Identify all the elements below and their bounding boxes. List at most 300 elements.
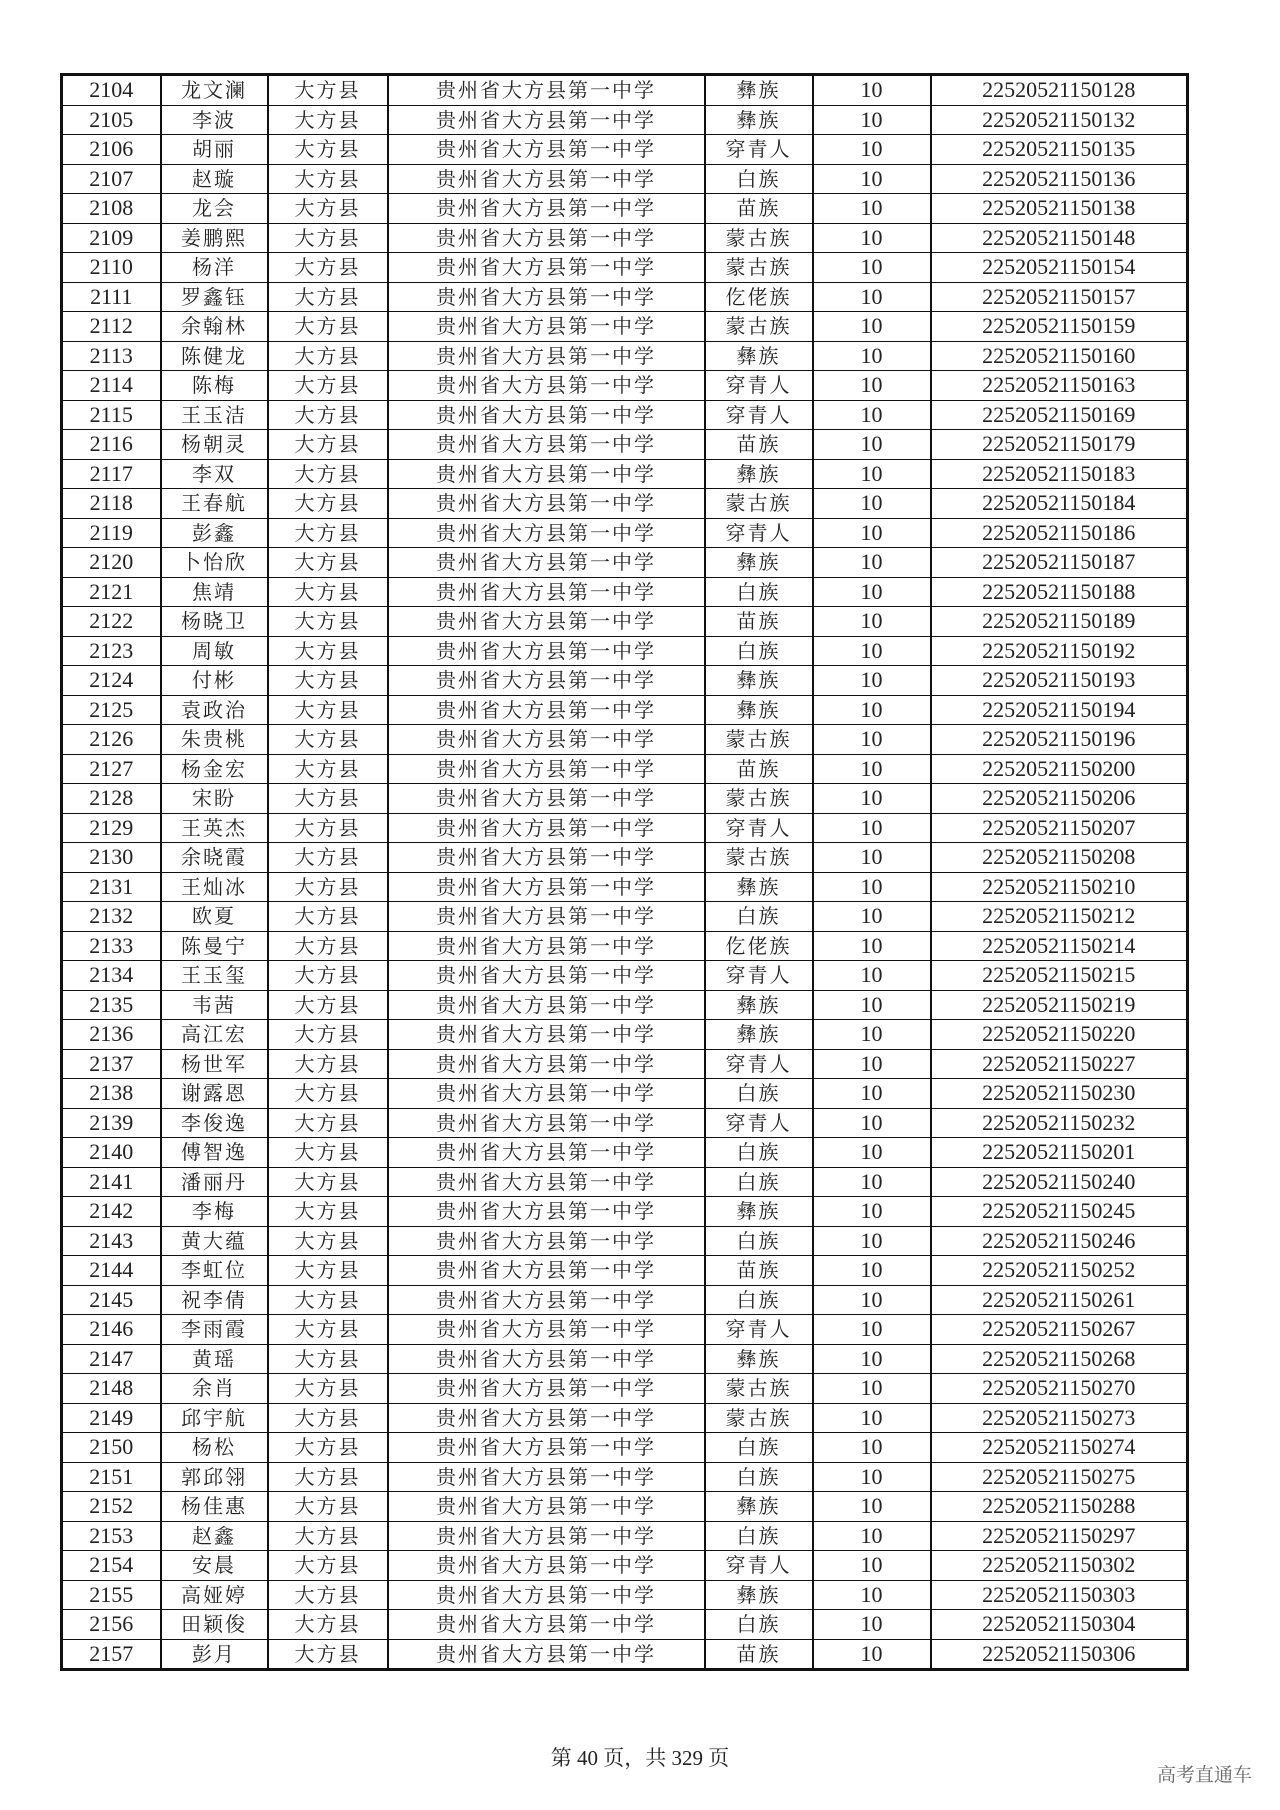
student-id-cell: 22520521150135 xyxy=(931,135,1188,165)
table-row xyxy=(62,961,1188,991)
ethnicity-cell: 白族 xyxy=(705,1433,813,1463)
school-cell: 贵州省大方县第一中学 xyxy=(388,282,705,312)
county-cell: 大方县 xyxy=(268,1462,388,1492)
grade-cell: 10 xyxy=(813,754,931,784)
grade-cell: 10 xyxy=(813,1580,931,1610)
grade-cell: 10 xyxy=(813,135,931,165)
table-row xyxy=(62,872,1188,902)
watermark: 高考直通车 xyxy=(1156,1764,1252,1786)
grade-cell: 10 xyxy=(813,1049,931,1079)
student-name-cell: 朱贵桃 xyxy=(161,725,268,755)
ethnicity-cell: 彝族 xyxy=(705,1492,813,1522)
student-id-cell: 22520521150189 xyxy=(931,607,1188,637)
student-name-cell: 赵鑫 xyxy=(161,1521,268,1551)
school-cell: 贵州省大方县第一中学 xyxy=(388,1403,705,1433)
student-id-cell: 22520521150274 xyxy=(931,1433,1188,1463)
table-row xyxy=(62,636,1188,666)
ethnicity-cell: 彝族 xyxy=(705,1020,813,1050)
student-name-cell: 李雨霞 xyxy=(161,1315,268,1345)
grade-cell: 10 xyxy=(813,400,931,430)
row-number-cell: 2152 xyxy=(62,1492,161,1522)
row-number-cell: 2153 xyxy=(62,1521,161,1551)
student-id-cell: 22520521150194 xyxy=(931,695,1188,725)
ethnicity-cell: 彝族 xyxy=(705,75,813,106)
student-id-cell: 22520521150157 xyxy=(931,282,1188,312)
student-id-cell: 22520521150138 xyxy=(931,194,1188,224)
student-id-cell: 22520521150267 xyxy=(931,1315,1188,1345)
ethnicity-cell: 穿青人 xyxy=(705,813,813,843)
student-name-cell: 陈曼宁 xyxy=(161,931,268,961)
table-row xyxy=(62,695,1188,725)
ethnicity-cell: 仡佬族 xyxy=(705,931,813,961)
student-name-cell: 王玉洁 xyxy=(161,400,268,430)
ethnicity-cell: 蒙古族 xyxy=(705,223,813,253)
table-row xyxy=(62,1374,1188,1404)
table-row xyxy=(62,548,1188,578)
row-number-cell: 2127 xyxy=(62,754,161,784)
student-id-cell: 22520521150261 xyxy=(931,1285,1188,1315)
student-name-cell: 袁政治 xyxy=(161,695,268,725)
row-number-cell: 2125 xyxy=(62,695,161,725)
ethnicity-cell: 蒙古族 xyxy=(705,784,813,814)
student-name-cell: 余翰林 xyxy=(161,312,268,342)
student-name-cell: 欧夏 xyxy=(161,902,268,932)
ethnicity-cell: 苗族 xyxy=(705,430,813,460)
student-name-cell: 韦茜 xyxy=(161,990,268,1020)
ethnicity-cell: 彝族 xyxy=(705,1580,813,1610)
grade-cell: 10 xyxy=(813,1344,931,1374)
grade-cell: 10 xyxy=(813,961,931,991)
grade-cell: 10 xyxy=(813,312,931,342)
table-row xyxy=(62,282,1188,312)
county-cell: 大方县 xyxy=(268,135,388,165)
county-cell: 大方县 xyxy=(268,607,388,637)
school-cell: 贵州省大方县第一中学 xyxy=(388,754,705,784)
school-cell: 贵州省大方县第一中学 xyxy=(388,1610,705,1640)
school-cell: 贵州省大方县第一中学 xyxy=(388,1462,705,1492)
county-cell: 大方县 xyxy=(268,1315,388,1345)
student-list-table xyxy=(60,73,1189,1671)
grade-cell: 10 xyxy=(813,1256,931,1286)
ethnicity-cell: 白族 xyxy=(705,1167,813,1197)
county-cell: 大方县 xyxy=(268,872,388,902)
school-cell: 贵州省大方县第一中学 xyxy=(388,577,705,607)
table-row xyxy=(62,371,1188,401)
grade-cell: 10 xyxy=(813,1285,931,1315)
ethnicity-cell: 仡佬族 xyxy=(705,282,813,312)
grade-cell: 10 xyxy=(813,1492,931,1522)
row-number-cell: 2110 xyxy=(62,253,161,283)
row-number-cell: 2154 xyxy=(62,1551,161,1581)
table-row xyxy=(62,1108,1188,1138)
student-name-cell: 邱宇航 xyxy=(161,1403,268,1433)
county-cell: 大方县 xyxy=(268,1551,388,1581)
grade-cell: 10 xyxy=(813,253,931,283)
ethnicity-cell: 苗族 xyxy=(705,607,813,637)
student-name-cell: 黄大蕴 xyxy=(161,1226,268,1256)
student-id-cell: 22520521150136 xyxy=(931,164,1188,194)
school-cell: 贵州省大方县第一中学 xyxy=(388,725,705,755)
row-number-cell: 2107 xyxy=(62,164,161,194)
student-name-cell: 高江宏 xyxy=(161,1020,268,1050)
row-number-cell: 2119 xyxy=(62,518,161,548)
ethnicity-cell: 白族 xyxy=(705,636,813,666)
table-row xyxy=(62,164,1188,194)
county-cell: 大方县 xyxy=(268,1344,388,1374)
ethnicity-cell: 穿青人 xyxy=(705,1315,813,1345)
row-number-cell: 2113 xyxy=(62,341,161,371)
grade-cell: 10 xyxy=(813,1315,931,1345)
ethnicity-cell: 白族 xyxy=(705,1285,813,1315)
student-name-cell: 李虹位 xyxy=(161,1256,268,1286)
table-row xyxy=(62,1433,1188,1463)
county-cell: 大方县 xyxy=(268,695,388,725)
student-name-cell: 杨松 xyxy=(161,1433,268,1463)
school-cell: 贵州省大方县第一中学 xyxy=(388,430,705,460)
student-name-cell: 谢露恩 xyxy=(161,1079,268,1109)
school-cell: 贵州省大方县第一中学 xyxy=(388,843,705,873)
ethnicity-cell: 蒙古族 xyxy=(705,489,813,519)
table-row xyxy=(62,577,1188,607)
county-cell: 大方县 xyxy=(268,577,388,607)
row-number-cell: 2116 xyxy=(62,430,161,460)
table-row xyxy=(62,1521,1188,1551)
row-number-cell: 2112 xyxy=(62,312,161,342)
row-number-cell: 2108 xyxy=(62,194,161,224)
student-name-cell: 傅智逸 xyxy=(161,1138,268,1168)
county-cell: 大方县 xyxy=(268,1580,388,1610)
student-id-cell: 22520521150246 xyxy=(931,1226,1188,1256)
grade-cell: 10 xyxy=(813,813,931,843)
student-name-cell: 高娅婷 xyxy=(161,1580,268,1610)
table-row xyxy=(62,1197,1188,1227)
grade-cell: 10 xyxy=(813,902,931,932)
grade-cell: 10 xyxy=(813,843,931,873)
row-number-cell: 2121 xyxy=(62,577,161,607)
student-name-cell: 潘丽丹 xyxy=(161,1167,268,1197)
ethnicity-cell: 白族 xyxy=(705,902,813,932)
table-row xyxy=(62,400,1188,430)
school-cell: 贵州省大方县第一中学 xyxy=(388,607,705,637)
grade-cell: 10 xyxy=(813,371,931,401)
grade-cell: 10 xyxy=(813,430,931,460)
row-number-cell: 2118 xyxy=(62,489,161,519)
ethnicity-cell: 穿青人 xyxy=(705,135,813,165)
county-cell: 大方县 xyxy=(268,1610,388,1640)
school-cell: 贵州省大方县第一中学 xyxy=(388,1315,705,1345)
school-cell: 贵州省大方县第一中学 xyxy=(388,990,705,1020)
student-id-cell: 22520521150230 xyxy=(931,1079,1188,1109)
grade-cell: 10 xyxy=(813,194,931,224)
student-id-cell: 22520521150196 xyxy=(931,725,1188,755)
student-id-cell: 22520521150302 xyxy=(931,1551,1188,1581)
student-id-cell: 22520521150212 xyxy=(931,902,1188,932)
row-number-cell: 2156 xyxy=(62,1610,161,1640)
ethnicity-cell: 彝族 xyxy=(705,1197,813,1227)
grade-cell: 10 xyxy=(813,1403,931,1433)
table-row xyxy=(62,1492,1188,1522)
ethnicity-cell: 彝族 xyxy=(705,459,813,489)
school-cell: 贵州省大方县第一中学 xyxy=(388,1580,705,1610)
row-number-cell: 2115 xyxy=(62,400,161,430)
student-id-cell: 22520521150303 xyxy=(931,1580,1188,1610)
student-id-cell: 22520521150187 xyxy=(931,548,1188,578)
school-cell: 贵州省大方县第一中学 xyxy=(388,1138,705,1168)
row-number-cell: 2146 xyxy=(62,1315,161,1345)
school-cell: 贵州省大方县第一中学 xyxy=(388,194,705,224)
row-number-cell: 2151 xyxy=(62,1462,161,1492)
ethnicity-cell: 白族 xyxy=(705,1610,813,1640)
row-number-cell: 2136 xyxy=(62,1020,161,1050)
student-id-cell: 22520521150210 xyxy=(931,872,1188,902)
row-number-cell: 2117 xyxy=(62,459,161,489)
school-cell: 贵州省大方县第一中学 xyxy=(388,1108,705,1138)
row-number-cell: 2128 xyxy=(62,784,161,814)
school-cell: 贵州省大方县第一中学 xyxy=(388,961,705,991)
row-number-cell: 2137 xyxy=(62,1049,161,1079)
ethnicity-cell: 苗族 xyxy=(705,1639,813,1670)
county-cell: 大方县 xyxy=(268,843,388,873)
student-id-cell: 22520521150159 xyxy=(931,312,1188,342)
table-row xyxy=(62,784,1188,814)
ethnicity-cell: 白族 xyxy=(705,1079,813,1109)
student-id-cell: 22520521150288 xyxy=(931,1492,1188,1522)
school-cell: 贵州省大方县第一中学 xyxy=(388,518,705,548)
school-cell: 贵州省大方县第一中学 xyxy=(388,1285,705,1315)
row-number-cell: 2144 xyxy=(62,1256,161,1286)
grade-cell: 10 xyxy=(813,1639,931,1670)
county-cell: 大方县 xyxy=(268,1433,388,1463)
ethnicity-cell: 穿青人 xyxy=(705,1108,813,1138)
student-id-cell: 22520521150252 xyxy=(931,1256,1188,1286)
row-number-cell: 2124 xyxy=(62,666,161,696)
county-cell: 大方县 xyxy=(268,902,388,932)
student-id-cell: 22520521150227 xyxy=(931,1049,1188,1079)
school-cell: 贵州省大方县第一中学 xyxy=(388,253,705,283)
student-id-cell: 22520521150232 xyxy=(931,1108,1188,1138)
county-cell: 大方县 xyxy=(268,1108,388,1138)
grade-cell: 10 xyxy=(813,607,931,637)
county-cell: 大方县 xyxy=(268,666,388,696)
ethnicity-cell: 白族 xyxy=(705,1462,813,1492)
county-cell: 大方县 xyxy=(268,518,388,548)
student-name-cell: 杨洋 xyxy=(161,253,268,283)
table-row xyxy=(62,1226,1188,1256)
ethnicity-cell: 穿青人 xyxy=(705,961,813,991)
student-name-cell: 余晓霞 xyxy=(161,843,268,873)
ethnicity-cell: 白族 xyxy=(705,1521,813,1551)
student-id-cell: 22520521150186 xyxy=(931,518,1188,548)
table-row xyxy=(62,1256,1188,1286)
row-number-cell: 2109 xyxy=(62,223,161,253)
table-row xyxy=(62,75,1188,106)
student-name-cell: 卜怡欣 xyxy=(161,548,268,578)
school-cell: 贵州省大方县第一中学 xyxy=(388,1079,705,1109)
county-cell: 大方县 xyxy=(268,725,388,755)
student-id-cell: 22520521150306 xyxy=(931,1639,1188,1670)
student-id-cell: 22520521150304 xyxy=(931,1610,1188,1640)
school-cell: 贵州省大方县第一中学 xyxy=(388,1344,705,1374)
student-name-cell: 李双 xyxy=(161,459,268,489)
school-cell: 贵州省大方县第一中学 xyxy=(388,489,705,519)
student-name-cell: 杨金宏 xyxy=(161,754,268,784)
student-name-cell: 李波 xyxy=(161,105,268,135)
row-number-cell: 2142 xyxy=(62,1197,161,1227)
table-row xyxy=(62,813,1188,843)
row-number-cell: 2131 xyxy=(62,872,161,902)
row-number-cell: 2123 xyxy=(62,636,161,666)
row-number-cell: 2148 xyxy=(62,1374,161,1404)
school-cell: 贵州省大方县第一中学 xyxy=(388,1256,705,1286)
grade-cell: 10 xyxy=(813,990,931,1020)
table-body xyxy=(62,75,1188,1670)
county-cell: 大方县 xyxy=(268,1639,388,1670)
grade-cell: 10 xyxy=(813,1521,931,1551)
school-cell: 贵州省大方县第一中学 xyxy=(388,371,705,401)
table-row xyxy=(62,105,1188,135)
row-number-cell: 2105 xyxy=(62,105,161,135)
ethnicity-cell: 蒙古族 xyxy=(705,1403,813,1433)
school-cell: 贵州省大方县第一中学 xyxy=(388,784,705,814)
table-row xyxy=(62,223,1188,253)
school-cell: 贵州省大方县第一中学 xyxy=(388,1020,705,1050)
student-id-cell: 22520521150240 xyxy=(931,1167,1188,1197)
county-cell: 大方县 xyxy=(268,1167,388,1197)
grade-cell: 10 xyxy=(813,489,931,519)
student-name-cell: 陈健龙 xyxy=(161,341,268,371)
row-number-cell: 2114 xyxy=(62,371,161,401)
grade-cell: 10 xyxy=(813,695,931,725)
row-number-cell: 2150 xyxy=(62,1433,161,1463)
county-cell: 大方县 xyxy=(268,164,388,194)
grade-cell: 10 xyxy=(813,784,931,814)
grade-cell: 10 xyxy=(813,1020,931,1050)
table-row xyxy=(62,312,1188,342)
student-name-cell: 付彬 xyxy=(161,666,268,696)
school-cell: 贵州省大方县第一中学 xyxy=(388,1492,705,1522)
row-number-cell: 2106 xyxy=(62,135,161,165)
student-id-cell: 22520521150206 xyxy=(931,784,1188,814)
county-cell: 大方县 xyxy=(268,223,388,253)
county-cell: 大方县 xyxy=(268,282,388,312)
table-row xyxy=(62,489,1188,519)
table-row xyxy=(62,843,1188,873)
student-name-cell: 宋盼 xyxy=(161,784,268,814)
row-number-cell: 2155 xyxy=(62,1580,161,1610)
county-cell: 大方县 xyxy=(268,784,388,814)
table-row xyxy=(62,1462,1188,1492)
ethnicity-cell: 彝族 xyxy=(705,548,813,578)
student-name-cell: 杨世军 xyxy=(161,1049,268,1079)
table-row xyxy=(62,1551,1188,1581)
ethnicity-cell: 穿青人 xyxy=(705,1551,813,1581)
student-name-cell: 郭邱翎 xyxy=(161,1462,268,1492)
table-row xyxy=(62,1580,1188,1610)
grade-cell: 10 xyxy=(813,931,931,961)
table-row xyxy=(62,1167,1188,1197)
student-id-cell: 22520521150275 xyxy=(931,1462,1188,1492)
ethnicity-cell: 彝族 xyxy=(705,872,813,902)
ethnicity-cell: 彝族 xyxy=(705,105,813,135)
student-id-cell: 22520521150219 xyxy=(931,990,1188,1020)
student-name-cell: 王春航 xyxy=(161,489,268,519)
student-id-cell: 22520521150214 xyxy=(931,931,1188,961)
grade-cell: 10 xyxy=(813,518,931,548)
grade-cell: 10 xyxy=(813,1374,931,1404)
grade-cell: 10 xyxy=(813,459,931,489)
student-name-cell: 王玉玺 xyxy=(161,961,268,991)
ethnicity-cell: 白族 xyxy=(705,1138,813,1168)
county-cell: 大方县 xyxy=(268,1226,388,1256)
county-cell: 大方县 xyxy=(268,75,388,106)
school-cell: 贵州省大方县第一中学 xyxy=(388,459,705,489)
student-name-cell: 杨朝灵 xyxy=(161,430,268,460)
county-cell: 大方县 xyxy=(268,1521,388,1551)
student-name-cell: 胡丽 xyxy=(161,135,268,165)
county-cell: 大方县 xyxy=(268,400,388,430)
student-name-cell: 焦靖 xyxy=(161,577,268,607)
row-number-cell: 2132 xyxy=(62,902,161,932)
grade-cell: 10 xyxy=(813,1108,931,1138)
row-number-cell: 2147 xyxy=(62,1344,161,1374)
student-id-cell: 22520521150188 xyxy=(931,577,1188,607)
ethnicity-cell: 彝族 xyxy=(705,990,813,1020)
county-cell: 大方县 xyxy=(268,371,388,401)
county-cell: 大方县 xyxy=(268,341,388,371)
county-cell: 大方县 xyxy=(268,1374,388,1404)
county-cell: 大方县 xyxy=(268,961,388,991)
grade-cell: 10 xyxy=(813,1610,931,1640)
table-row xyxy=(62,341,1188,371)
student-name-cell: 王英杰 xyxy=(161,813,268,843)
grade-cell: 10 xyxy=(813,164,931,194)
grade-cell: 10 xyxy=(813,1226,931,1256)
school-cell: 贵州省大方县第一中学 xyxy=(388,1639,705,1670)
student-name-cell: 李梅 xyxy=(161,1197,268,1227)
grade-cell: 10 xyxy=(813,1079,931,1109)
ethnicity-cell: 苗族 xyxy=(705,754,813,784)
row-number-cell: 2133 xyxy=(62,931,161,961)
school-cell: 贵州省大方县第一中学 xyxy=(388,931,705,961)
county-cell: 大方县 xyxy=(268,990,388,1020)
student-id-cell: 22520521150184 xyxy=(931,489,1188,519)
school-cell: 贵州省大方县第一中学 xyxy=(388,872,705,902)
school-cell: 贵州省大方县第一中学 xyxy=(388,902,705,932)
county-cell: 大方县 xyxy=(268,1285,388,1315)
row-number-cell: 2140 xyxy=(62,1138,161,1168)
student-name-cell: 彭鑫 xyxy=(161,518,268,548)
ethnicity-cell: 白族 xyxy=(705,1226,813,1256)
student-id-cell: 22520521150273 xyxy=(931,1403,1188,1433)
student-name-cell: 田颖俊 xyxy=(161,1610,268,1640)
county-cell: 大方县 xyxy=(268,459,388,489)
student-id-cell: 22520521150160 xyxy=(931,341,1188,371)
school-cell: 贵州省大方县第一中学 xyxy=(388,1167,705,1197)
school-cell: 贵州省大方县第一中学 xyxy=(388,636,705,666)
county-cell: 大方县 xyxy=(268,1256,388,1286)
school-cell: 贵州省大方县第一中学 xyxy=(388,666,705,696)
school-cell: 贵州省大方县第一中学 xyxy=(388,312,705,342)
grade-cell: 10 xyxy=(813,666,931,696)
grade-cell: 10 xyxy=(813,1433,931,1463)
county-cell: 大方县 xyxy=(268,754,388,784)
county-cell: 大方县 xyxy=(268,1049,388,1079)
student-id-cell: 22520521150201 xyxy=(931,1138,1188,1168)
ethnicity-cell: 白族 xyxy=(705,164,813,194)
grade-cell: 10 xyxy=(813,548,931,578)
row-number-cell: 2145 xyxy=(62,1285,161,1315)
student-name-cell: 周敏 xyxy=(161,636,268,666)
